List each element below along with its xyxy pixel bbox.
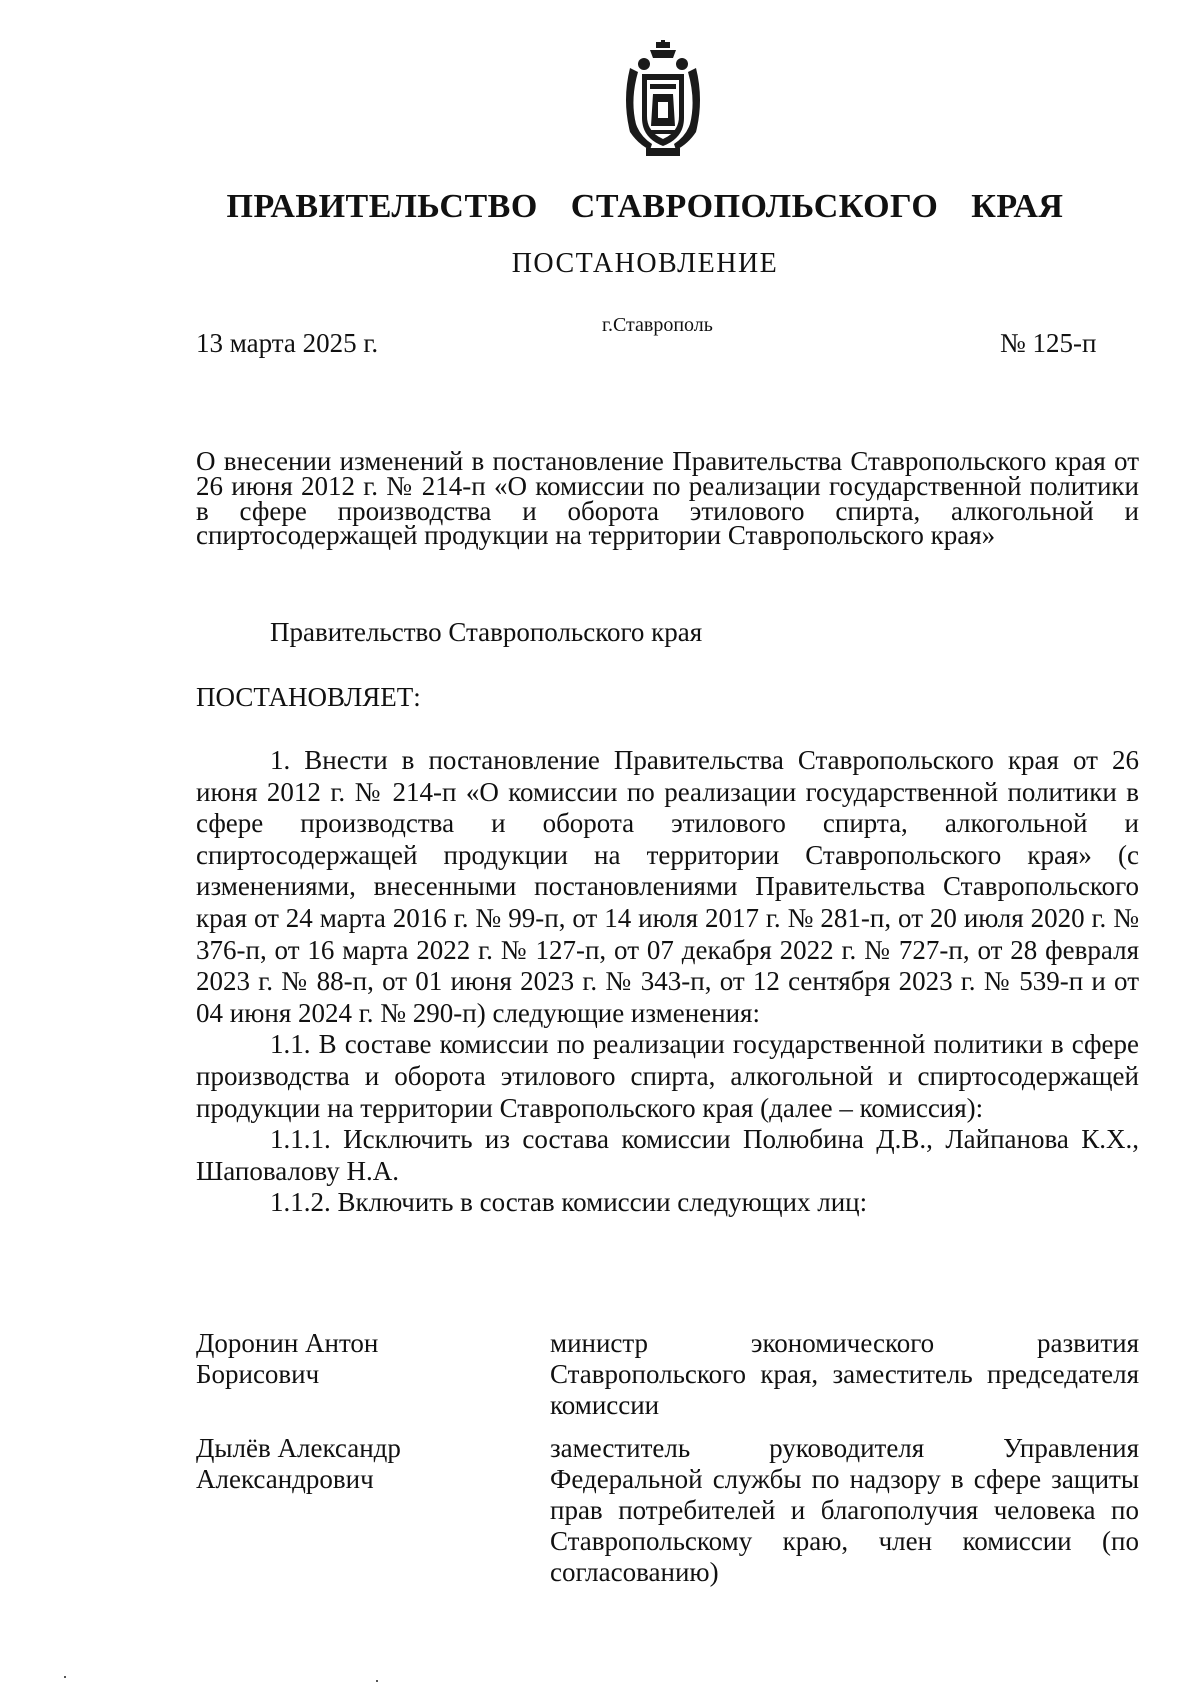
member-name [196,1433,516,1495]
member-name-line: Доронин Антон [196,1328,379,1358]
scan-artifact [64,1676,66,1678]
member-name [196,1328,516,1390]
document-date: 13 марта 2025 г. [196,328,379,358]
member-entry [196,1328,1139,1420]
member-name-line: Борисович [196,1359,320,1389]
member-role: министр экономического развития Ставропольского края, заместитель председателя комиссии [550,1328,1139,1420]
document-number: № 125-п [1000,328,1097,358]
document-city: г.Ставрополь [602,314,713,336]
scan-artifact [376,1680,378,1682]
clause-1-1-1: 1.1.1. Исключить из состава комиссии Полюбина Д.В., Лайпанова К.Х., Шаповалову Н.А. [196,1124,1139,1186]
clause-1: 1. Внести в постановление Правительства Ставропольского края от 26 июня 2012 г. № 214-п «О комиссии по реализации государственной политики в сфере производства и оборота этилового спирта, алкогольной и спиртосодержащей продукции на территории Ставропольского края» (с изменениями, внесенными постановлениями Правительства Ставропольского края от 24 марта 2016 г. № 99-п, от 14 июля 2017 г. № 281-п, от 20 июля 2020 г. № 376-п, от 16 марта 2022 г. № 127-п, от 07 декабря 2022 г. № 727-п, от 28 февраля 2023 г. № 88-п, от 01 июня 2023 г. № 343-п, от 12 сентября 2023 г. № 539-п и от 04 июня 2024 г. № 290-п) следующие изменения: [196,745,1139,1028]
document-subject: О внесении изменений в постановление Правительства Ставропольского края от 26 июня 2012 г. № 214-п «О комиссии по реализации государственной политики в сфере производства и оборота этилового спирта, алкогольной и спиртосодержащей продукции на территории Ставропольского края» [196,446,1139,551]
member-role: заместитель руководителя Управления Федеральной службы по надзору в сфере защиты прав потребителей и благополучия человека по Ставропольскому краю, член комиссии (по согласованию) [550,1433,1139,1587]
resolves-heading: ПОСТАНОВЛЯЕТ: [196,682,421,712]
clause-1-1: 1.1. В составе комиссии по реализации государственной политики в сфере производства и оборота этилового спирта, алкогольной и спиртосодержащей продукции на территории Ставропольского края (далее – комиссия): [196,1029,1139,1123]
issuing-authority: Правительство Ставропольского края [270,617,703,647]
member-name-line: Дылёв Александр [196,1433,401,1463]
member-name-line: Александрович [196,1464,374,1494]
resolution-body [196,745,1139,1219]
government-title: ПРАВИТЕЛЬСТВО СТАВРОПОЛЬСКОГО КРАЯ [226,188,1064,225]
member-entry [196,1433,1139,1603]
document-type: ПОСТАНОВЛЕНИЕ [511,248,779,279]
coat-of-arms-icon [620,40,706,160]
clause-1-1-2: 1.1.2. Включить в состав комиссии следующих лиц: [270,1187,868,1218]
